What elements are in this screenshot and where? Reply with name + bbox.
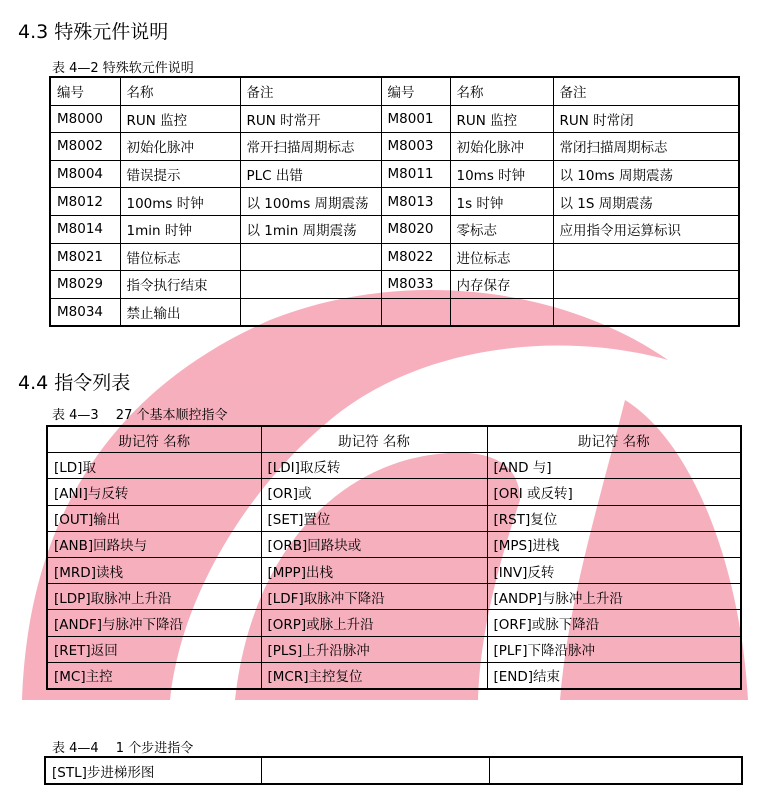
special-relay-cell: 以 1min 周期震荡 [240,215,381,243]
special-relay-cell [240,298,381,326]
basic-instruction-cell: [ANI]与反转 [47,479,261,505]
special-relay-cell: RUN 时常开 [240,105,381,133]
basic-instruction-row [47,610,741,636]
special-relay-cell: 内存保存 [450,271,553,299]
special-relay-cell: M8002 [50,133,120,161]
special-relay-header-cell: 名称 [120,77,240,105]
step-instruction-cell [261,757,489,784]
special-relay-cell: 常开扫描周期标志 [240,133,381,161]
basic-instruction-cell: [ANDP]与脉冲上升沿 [487,584,741,610]
basic-instruction-cell: [ORI 或反转] [487,479,741,505]
special-relay-row [50,215,739,243]
table-4-3-caption: 表 4—3 27 个基本顺控指令 [52,408,228,423]
special-relay-header-cell: 编号 [381,77,450,105]
basic-instruction-cell: [OR]或 [261,479,487,505]
basic-instruction-row [47,479,741,505]
basic-instruction-header-row [47,426,741,453]
basic-instruction-cell: [SET]置位 [261,505,487,531]
basic-instruction-table [46,425,742,690]
special-relay-cell: 1min 时钟 [120,215,240,243]
special-relay-row [50,188,739,216]
basic-instruction-row [47,636,741,662]
basic-instruction-cell: [MPP]出栈 [261,557,487,583]
step-instruction-cell [489,757,742,784]
special-relay-cell: M8000 [50,105,120,133]
special-relay-cell: M8003 [381,133,450,161]
special-relay-header-row [50,77,739,105]
basic-instruction-header-cell: 助记符 名称 [261,426,487,453]
special-relay-cell: 初始化脉冲 [120,133,240,161]
special-relay-cell: 常闭扫描周期标志 [553,133,739,161]
basic-instruction-row [47,584,741,610]
special-relay-cell: 禁止输出 [120,298,240,326]
basic-instruction-cell: [MCR]主控复位 [261,662,487,689]
special-relay-row [50,160,739,188]
special-relay-cell: M8001 [381,105,450,133]
step-instruction-row [45,757,742,784]
special-relay-cell: 初始化脉冲 [450,133,553,161]
special-relay-cell: M8022 [381,243,450,271]
basic-instruction-cell: [MPS]进栈 [487,531,741,557]
basic-instruction-cell: [PLF]下降沿脉冲 [487,636,741,662]
special-relay-row [50,298,739,326]
basic-instruction-row [47,662,741,689]
special-relay-cell: RUN 监控 [120,105,240,133]
special-relay-cell: 错误提示 [120,160,240,188]
special-relay-cell [240,271,381,299]
special-relay-table [49,76,740,327]
basic-instruction-row [47,557,741,583]
step-instruction-cell: [STL]步进梯形图 [45,757,261,784]
special-relay-cell [553,243,739,271]
basic-instruction-header-cell: 助记符 名称 [487,426,741,453]
special-relay-cell: M8004 [50,160,120,188]
basic-instruction-cell: [RST]复位 [487,505,741,531]
special-relay-cell [381,298,450,326]
basic-instruction-cell: [PLS]上升沿脉冲 [261,636,487,662]
special-relay-cell: 以 10ms 周期震荡 [553,160,739,188]
special-relay-cell: RUN 监控 [450,105,553,133]
special-relay-row [50,271,739,299]
special-relay-cell: M8013 [381,188,450,216]
basic-instruction-cell: [LDF]取脉冲下降沿 [261,584,487,610]
basic-instruction-row [47,453,741,479]
basic-instruction-cell: [ORP]或脉上升沿 [261,610,487,636]
special-relay-cell: M8014 [50,215,120,243]
basic-instruction-header-cell: 助记符 名称 [47,426,261,453]
special-relay-cell: 零标志 [450,215,553,243]
step-instruction-table [44,756,743,785]
special-relay-cell: 10ms 时钟 [450,160,553,188]
special-relay-cell: 100ms 时钟 [120,188,240,216]
special-relay-cell: 指令执行结束 [120,271,240,299]
special-relay-cell: PLC 出错 [240,160,381,188]
special-relay-cell [240,243,381,271]
special-relay-header-cell: 备注 [240,77,381,105]
basic-instruction-cell: [LD]取 [47,453,261,479]
special-relay-cell: 以 100ms 周期震荡 [240,188,381,216]
special-relay-cell: M8034 [50,298,120,326]
basic-instruction-cell: [OUT]输出 [47,505,261,531]
special-relay-row [50,133,739,161]
basic-instruction-cell: [LDP]取脉冲上升沿 [47,584,261,610]
basic-instruction-cell: [ORB]回路块或 [261,531,487,557]
special-relay-cell: 进位标志 [450,243,553,271]
special-relay-row [50,243,739,271]
special-relay-cell: M8020 [381,215,450,243]
special-relay-header-cell: 名称 [450,77,553,105]
basic-instruction-cell: [AND 与] [487,453,741,479]
special-relay-cell: 应用指令用运算标识 [553,215,739,243]
special-relay-cell: 以 1S 周期震荡 [553,188,739,216]
special-relay-cell: M8012 [50,188,120,216]
special-relay-cell: M8029 [50,271,120,299]
special-relay-header-cell: 编号 [50,77,120,105]
special-relay-cell: M8021 [50,243,120,271]
special-relay-row [50,105,739,133]
basic-instruction-cell: [INV]反转 [487,557,741,583]
table-4-4-caption: 表 4—4 1 个步进指令 [52,741,194,756]
special-relay-cell: RUN 时常闭 [553,105,739,133]
special-relay-cell: M8033 [381,271,450,299]
special-relay-cell: 错位标志 [120,243,240,271]
special-relay-cell: M8011 [381,160,450,188]
basic-instruction-row [47,531,741,557]
special-relay-cell [553,271,739,299]
table-4-2-caption: 表 4—2 特殊软元件说明 [52,61,194,76]
section-title-4-4: 4.4 指令列表 [18,372,131,394]
special-relay-cell [553,298,739,326]
special-relay-header-cell: 备注 [553,77,739,105]
special-relay-cell [450,298,553,326]
basic-instruction-row [47,505,741,531]
basic-instruction-cell: [END]结束 [487,662,741,689]
basic-instruction-cell: [RET]返回 [47,636,261,662]
basic-instruction-cell: [LDI]取反转 [261,453,487,479]
basic-instruction-cell: [ORF]或脉下降沿 [487,610,741,636]
basic-instruction-cell: [ANB]回路块与 [47,531,261,557]
basic-instruction-cell: [MRD]读栈 [47,557,261,583]
special-relay-cell: 1s 时钟 [450,188,553,216]
section-title-4-3: 4.3 特殊元件说明 [18,21,169,43]
basic-instruction-cell: [MC]主控 [47,662,261,689]
basic-instruction-cell: [ANDF]与脉冲下降沿 [47,610,261,636]
